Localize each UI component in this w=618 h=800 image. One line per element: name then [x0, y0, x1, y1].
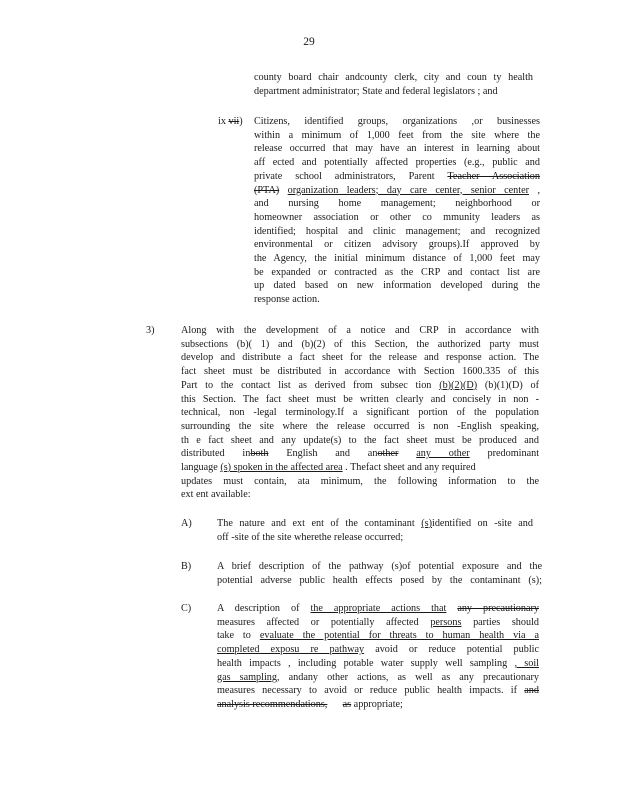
text-line: ext ent available:	[181, 489, 251, 501]
text-line: be expanded or contracted as the CRP and contact list are	[254, 266, 540, 278]
item-ix-label: ix vii)	[218, 116, 243, 127]
text-line: subsections (b)( 1) and (b)(2) of this Section, the authorized party must	[181, 338, 539, 350]
text-line: off -site of the site wherethe release occurred;	[217, 531, 404, 543]
text-line: analysis recommendations, as appropriate;	[217, 698, 403, 710]
sub-b-label: B)	[181, 561, 192, 572]
page-number: 29	[303, 36, 315, 48]
inserted-text: (s)	[421, 518, 432, 529]
inserted-text: any other	[416, 448, 470, 460]
text-line: updates must contain, ata minimum, the following information to the	[181, 475, 539, 487]
text-line: completed exposu re pathway avoid or reduce potential public	[217, 644, 540, 656]
text-line: Along with the development of a notice and CRP in accordance with	[181, 325, 539, 336]
item-3-label: 3)	[146, 325, 155, 336]
item-3-paragraph	[181, 324, 539, 502]
text-line: within a minimum of 1,000 feet from the site where the	[254, 129, 540, 141]
sub-a-paragraph	[217, 517, 533, 544]
inserted-text: persons	[430, 616, 462, 628]
inserted-text: the appropriate actions that	[310, 603, 447, 614]
struck-text: Teacher Association	[447, 170, 540, 182]
sub-a-label: A)	[181, 518, 192, 529]
text-line: response action.	[254, 294, 320, 306]
struck-text: other	[377, 448, 399, 460]
text-line: A brief description of the pathway (s)of potential exposure and the	[217, 561, 542, 572]
text-line: th e fact sheet and any update(s) to the fact sheet must be produced and	[181, 434, 539, 446]
sub-b-paragraph	[217, 560, 542, 587]
sub-c-paragraph	[217, 602, 539, 712]
text-line: and nursing home management; neighborhood or	[254, 198, 540, 210]
inserted-mark: ,	[537, 184, 540, 196]
text-line: The nature and ext ent of the contaminant (s)identified on -site and	[217, 518, 533, 529]
text-line: department administrator; State and federal legislators ; and	[254, 85, 498, 97]
text-line: environmental or citizen advisory groups).If approved by	[254, 239, 540, 251]
sub-c-label: C)	[181, 603, 192, 614]
text-line	[254, 184, 540, 198]
text-line: homeowner association or other co mmunity leaders as	[254, 211, 540, 223]
inserted-text: organization leaders; day care center, senior center	[287, 184, 530, 196]
struck-label: vii	[228, 116, 240, 127]
text-line: measures affected or potentially affected persons parties should	[217, 616, 540, 628]
text-line: Citizens, identified groups, organizations ,or businesses	[254, 116, 540, 127]
item-ix-paragraph	[254, 115, 540, 307]
text-line: Part to the contact list as derived from subsec tion (b)(2)(D) (b)(1)(D) of	[181, 379, 540, 391]
struck-text: any precautionary	[457, 603, 539, 614]
text-line: distributed inboth English and another any other predominant	[181, 448, 540, 460]
struck-text: and	[524, 685, 539, 697]
inserted-text: (b)(2)(D)	[439, 379, 478, 391]
text-line: identified; hospital and clinic management; and recognized	[254, 225, 540, 237]
text-line: potential adverse public health effects posed by the contaminant (s);	[217, 574, 542, 586]
text-line: private school administrators, Parent Teacher Association	[254, 170, 540, 182]
text-line: surrounding the site where the release occurred is non -English speaking,	[181, 420, 539, 432]
inserted-text: completed exposu re pathway	[217, 644, 365, 656]
text-line: gas sampling, andany other actions, as well as any precautionary	[217, 671, 539, 683]
inserted-text: gas sampling,	[217, 671, 280, 683]
text-line: develop and distribute a fact sheet for the release and response action. The	[181, 352, 539, 364]
text-line: technical, non -legal terminology.If a significant portion of the population	[181, 407, 539, 419]
text-line: aff ected and potentially affected properties (e.g., public and	[254, 157, 540, 169]
struck-text: as	[342, 698, 352, 710]
text-line: health impacts , including potable water supply well sampling , soil	[217, 657, 539, 669]
text-line: this Section. The fact sheet must be written clearly and concisely in non -	[181, 393, 539, 405]
inserted-text: , soil	[514, 657, 539, 669]
text-line: county board chair andcounty clerk, city and coun ty health	[254, 72, 533, 83]
text-line: release occurred that may have an interest in learning about	[254, 143, 540, 155]
text-line: language (s) spoken in the affected area . Thefact sheet and any required	[181, 462, 476, 474]
continuation-paragraph	[254, 71, 533, 98]
struck-text: analysis recommendations,	[217, 698, 328, 710]
text-line: A description of the appropriate actions that any precautionary	[217, 603, 539, 614]
text-line: measures necessary to avoid or reduce public health impacts. if and	[217, 685, 539, 697]
text-line: up dated based on new information developed during the	[254, 280, 540, 292]
struck-text: (PTA)	[254, 184, 280, 196]
inserted-text: evaluate the potential for threats to human health via a	[259, 630, 540, 642]
text-line: fact sheet must be distributed in accordance with Section 1600.335 of this	[181, 366, 539, 378]
inserted-text: (s) spoken in the affected area	[220, 462, 343, 474]
struck-text: both	[250, 448, 269, 460]
text-line: take to evaluate the potential for threats to human health via a	[217, 630, 540, 642]
text-line: the Agency, the initial minimum distance of 1,000 feet may	[254, 253, 540, 265]
